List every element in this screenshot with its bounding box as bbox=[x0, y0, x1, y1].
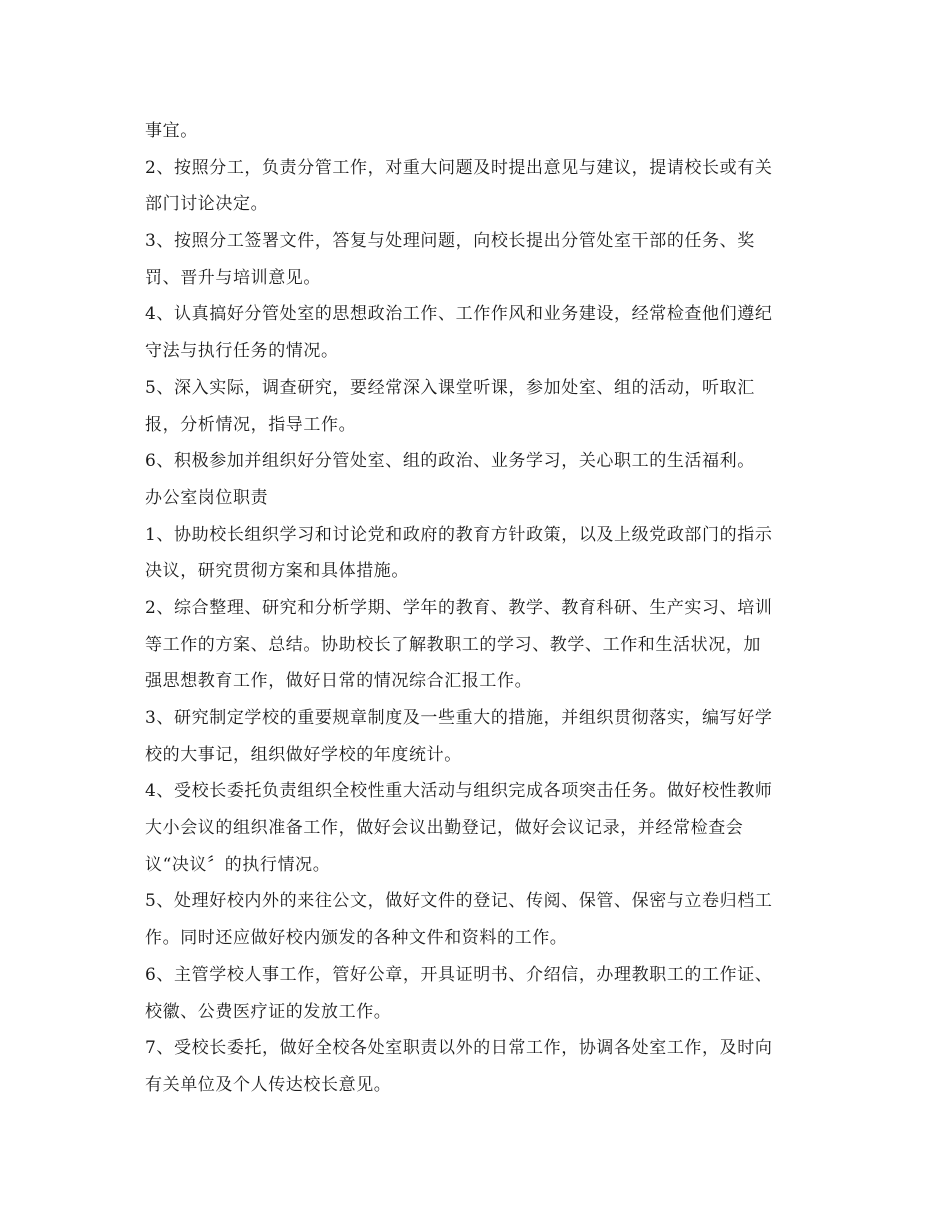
text-line: 罚、晋升与培训意见。 bbox=[145, 267, 321, 288]
text-line: 守法与执行任务的情况。 bbox=[145, 341, 339, 362]
text-line: 等工作的方案、总结。协助校长了解教职工的学习、教学、工作和生活状况，加 bbox=[145, 634, 761, 655]
text-line: 议“决议〞的执行情况。 bbox=[145, 854, 331, 875]
text-line: 6、积极参加并组织好分管处室、组的政治、业务学习，关心职工的生活福利。 bbox=[145, 451, 755, 472]
text-line: 6、主管学校人事工作，管好公章，开具证明书、介绍信，办理教职工的工作证、 bbox=[145, 964, 773, 985]
section-heading: 办公室岗位职责 bbox=[145, 487, 269, 508]
document-body bbox=[145, 113, 813, 1104]
text-line: 5、处理好校内外的来往公文，做好文件的登记、传阅、保管、保密与立卷归档工 bbox=[145, 891, 773, 912]
text-line: 2、综合整理、研究和分析学期、学年的教育、教学、教育科研、生产实习、培训 bbox=[145, 597, 773, 618]
text-line: 校徽、公费医疗证的发放工作。 bbox=[145, 1001, 392, 1022]
text-line: 1、协助校长组织学习和讨论党和政府的教育方针政策，以及上级党政部门的指示 bbox=[145, 524, 773, 545]
text-line: 事宜。 bbox=[145, 121, 198, 141]
text-line: 大小会议的组织准备工作，做好会议出勤登记，做好会议记录，并经常检查会 bbox=[145, 818, 744, 839]
text-line: 报，分析情况，指导工作。 bbox=[145, 414, 357, 435]
text-line: 有关单位及个人传达校长意见。 bbox=[145, 1074, 392, 1095]
text-line: 5、深入实际，调查研究，要经常深入课堂听课，参加处室、组的活动，听取汇 bbox=[145, 377, 755, 398]
text-line: 部门讨论决定。 bbox=[145, 194, 269, 215]
text-line: 决议，研究贯彻方案和具体措施。 bbox=[145, 561, 409, 582]
text-line: 作。同时还应做好校内颁发的各种文件和资料的工作。 bbox=[145, 928, 568, 949]
text-line: 4、受校长委托负责组织全校性重大活动与组织完成各项突击任务。做好校性教师 bbox=[145, 781, 773, 802]
text-line: 3、研究制定学校的重要规章制度及一些重大的措施，并组织贯彻落实，编写好学 bbox=[145, 708, 773, 728]
text-line: 3、按照分工签署文件，答复与处理问题，向校长提出分管处室干部的任务、奖 bbox=[145, 231, 755, 252]
text-line: 4、认真搞好分管处室的思想政治工作、工作作风和业务建设，经常检查他们遵纪 bbox=[145, 304, 773, 325]
text-line: 2、按照分工，负责分管工作，对重大问题及时提出意见与建议，提请校长或有关 bbox=[145, 157, 773, 178]
text-line: 校的大事记，组织做好学校的年度统计。 bbox=[145, 744, 462, 765]
text-line: 强思想教育工作，做好日常的情况综合汇报工作。 bbox=[145, 671, 533, 692]
text-line: 7、受校长委托，做好全校各处室职责以外的日常工作，协调各处室工作，及时向 bbox=[145, 1038, 773, 1059]
